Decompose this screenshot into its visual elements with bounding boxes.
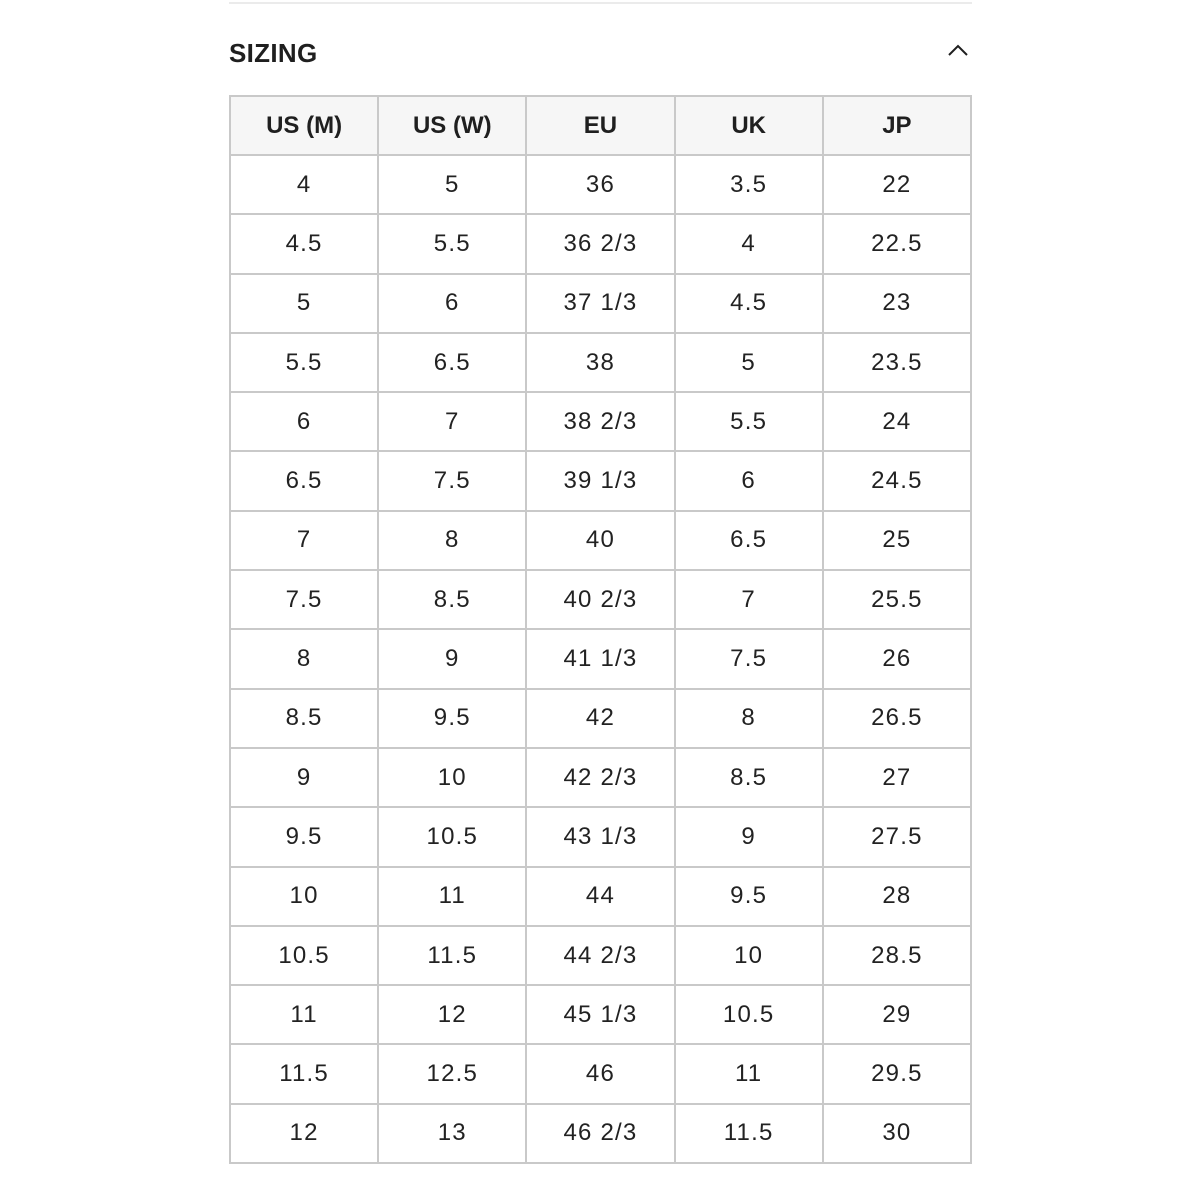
cell-us-men: 8.5 xyxy=(230,689,378,748)
cell-us-women: 12 xyxy=(378,985,526,1044)
cell-us-men: 6 xyxy=(230,392,378,451)
cell-jp: 25 xyxy=(823,511,971,570)
cell-uk: 9.5 xyxy=(675,867,823,926)
table-row xyxy=(230,274,971,333)
header-uk: UK xyxy=(675,96,823,155)
chevron-up-icon[interactable] xyxy=(946,38,970,62)
cell-us-men: 11 xyxy=(230,985,378,1044)
cell-jp: 28 xyxy=(823,867,971,926)
cell-us-men: 8 xyxy=(230,629,378,688)
table-row xyxy=(230,570,971,629)
cell-uk: 7 xyxy=(675,570,823,629)
cell-eu: 42 xyxy=(526,689,674,748)
cell-us-women: 5.5 xyxy=(378,214,526,273)
cell-uk: 6.5 xyxy=(675,511,823,570)
table-row xyxy=(230,155,971,214)
cell-us-women: 10 xyxy=(378,748,526,807)
cell-us-men: 11.5 xyxy=(230,1044,378,1103)
cell-eu: 36 xyxy=(526,155,674,214)
cell-uk: 4.5 xyxy=(675,274,823,333)
cell-uk: 11 xyxy=(675,1044,823,1103)
table-row xyxy=(230,214,971,273)
cell-jp: 26.5 xyxy=(823,689,971,748)
cell-us-men: 7 xyxy=(230,511,378,570)
cell-us-men: 10.5 xyxy=(230,926,378,985)
cell-us-men: 5.5 xyxy=(230,333,378,392)
cell-jp: 26 xyxy=(823,629,971,688)
cell-jp: 24.5 xyxy=(823,451,971,510)
cell-jp: 23.5 xyxy=(823,333,971,392)
cell-uk: 10 xyxy=(675,926,823,985)
cell-eu: 36 2/3 xyxy=(526,214,674,273)
top-divider xyxy=(229,2,972,4)
cell-us-women: 12.5 xyxy=(378,1044,526,1103)
cell-us-women: 10.5 xyxy=(378,807,526,866)
cell-eu: 38 xyxy=(526,333,674,392)
cell-jp: 27.5 xyxy=(823,807,971,866)
cell-us-women: 5 xyxy=(378,155,526,214)
cell-jp: 28.5 xyxy=(823,926,971,985)
cell-eu: 44 2/3 xyxy=(526,926,674,985)
cell-us-women: 9.5 xyxy=(378,689,526,748)
cell-eu: 38 2/3 xyxy=(526,392,674,451)
cell-eu: 46 2/3 xyxy=(526,1104,674,1163)
cell-us-men: 6.5 xyxy=(230,451,378,510)
sizing-accordion-header[interactable] xyxy=(229,26,972,80)
cell-jp: 23 xyxy=(823,274,971,333)
cell-eu: 39 1/3 xyxy=(526,451,674,510)
cell-uk: 7.5 xyxy=(675,629,823,688)
cell-eu: 45 1/3 xyxy=(526,985,674,1044)
cell-eu: 42 2/3 xyxy=(526,748,674,807)
cell-jp: 22 xyxy=(823,155,971,214)
table-row xyxy=(230,748,971,807)
cell-eu: 46 xyxy=(526,1044,674,1103)
header-us-women: US (W) xyxy=(378,96,526,155)
cell-uk: 3.5 xyxy=(675,155,823,214)
table-row xyxy=(230,451,971,510)
cell-uk: 5 xyxy=(675,333,823,392)
cell-us-men: 9 xyxy=(230,748,378,807)
cell-uk: 8 xyxy=(675,689,823,748)
cell-us-women: 11 xyxy=(378,867,526,926)
table-body xyxy=(230,155,971,1163)
size-conversion-table xyxy=(229,95,972,1164)
cell-us-women: 6.5 xyxy=(378,333,526,392)
table-header-row xyxy=(230,96,971,155)
cell-uk: 8.5 xyxy=(675,748,823,807)
cell-us-men: 10 xyxy=(230,867,378,926)
header-us-men: US (M) xyxy=(230,96,378,155)
cell-uk: 9 xyxy=(675,807,823,866)
table-row xyxy=(230,926,971,985)
cell-jp: 25.5 xyxy=(823,570,971,629)
cell-jp: 27 xyxy=(823,748,971,807)
cell-us-women: 13 xyxy=(378,1104,526,1163)
table-row xyxy=(230,867,971,926)
cell-eu: 44 xyxy=(526,867,674,926)
cell-uk: 11.5 xyxy=(675,1104,823,1163)
cell-us-women: 11.5 xyxy=(378,926,526,985)
cell-us-men: 7.5 xyxy=(230,570,378,629)
cell-jp: 29.5 xyxy=(823,1044,971,1103)
cell-jp: 22.5 xyxy=(823,214,971,273)
cell-eu: 40 2/3 xyxy=(526,570,674,629)
cell-us-men: 4 xyxy=(230,155,378,214)
table-row xyxy=(230,1044,971,1103)
cell-eu: 40 xyxy=(526,511,674,570)
cell-us-men: 4.5 xyxy=(230,214,378,273)
cell-jp: 30 xyxy=(823,1104,971,1163)
header-jp: JP xyxy=(823,96,971,155)
cell-us-women: 6 xyxy=(378,274,526,333)
cell-uk: 5.5 xyxy=(675,392,823,451)
cell-us-women: 7.5 xyxy=(378,451,526,510)
cell-us-men: 9.5 xyxy=(230,807,378,866)
cell-us-women: 9 xyxy=(378,629,526,688)
section-title: SIZING xyxy=(229,37,318,68)
table-row xyxy=(230,511,971,570)
cell-us-women: 7 xyxy=(378,392,526,451)
header-eu: EU xyxy=(526,96,674,155)
table-row xyxy=(230,985,971,1044)
cell-uk: 4 xyxy=(675,214,823,273)
cell-us-men: 5 xyxy=(230,274,378,333)
cell-us-women: 8 xyxy=(378,511,526,570)
cell-eu: 43 1/3 xyxy=(526,807,674,866)
cell-jp: 29 xyxy=(823,985,971,1044)
table-row xyxy=(230,807,971,866)
table-row xyxy=(230,333,971,392)
table-row xyxy=(230,392,971,451)
cell-us-women: 8.5 xyxy=(378,570,526,629)
table-row xyxy=(230,629,971,688)
table-row xyxy=(230,1104,971,1163)
table-row xyxy=(230,689,971,748)
cell-uk: 6 xyxy=(675,451,823,510)
cell-jp: 24 xyxy=(823,392,971,451)
cell-us-men: 12 xyxy=(230,1104,378,1163)
cell-uk: 10.5 xyxy=(675,985,823,1044)
cell-eu: 37 1/3 xyxy=(526,274,674,333)
cell-eu: 41 1/3 xyxy=(526,629,674,688)
